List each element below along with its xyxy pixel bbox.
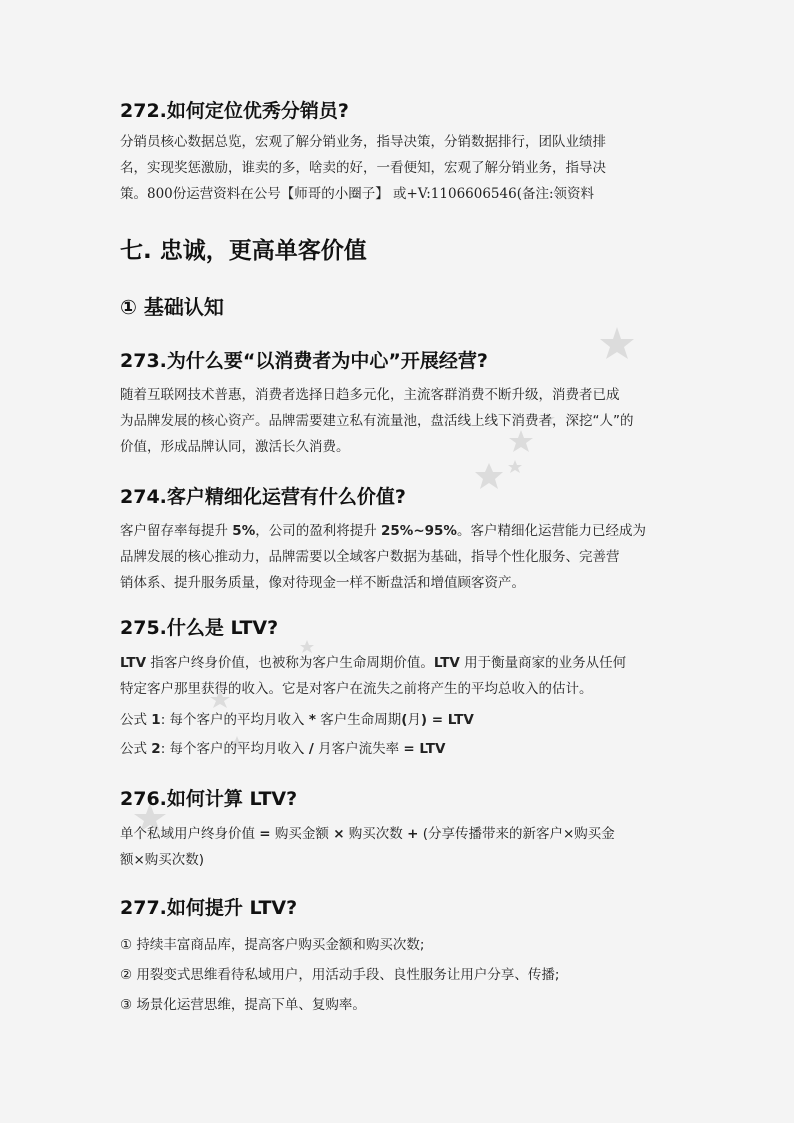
text-span: 公式 xyxy=(120,741,152,757)
formula-2 xyxy=(120,735,660,764)
question-275-body xyxy=(120,650,660,702)
question-272-title: 272.如何定位优秀分销员? xyxy=(120,100,349,122)
operator: / xyxy=(308,741,314,757)
text-span: 月客户流失率 xyxy=(313,741,404,757)
star-icon xyxy=(600,327,634,359)
subsection-title: ① 基础认知 xyxy=(120,295,224,319)
operator: + xyxy=(407,826,419,842)
question-276-title: 276.如何计算 LTV? xyxy=(120,788,298,810)
bold-term: 2 xyxy=(151,741,161,757)
text-span: 用于衡量商家的业务从任何 xyxy=(459,655,627,671)
body-line: 品牌发展的核心推动力，品牌需要以全域客户数据为基础，指导个性化服务、完善营 xyxy=(120,549,620,565)
text-span: 单个私域用户终身价值 xyxy=(120,826,260,842)
text-span: : 每个客户的平均月收入 xyxy=(160,741,309,757)
bold-value: 5% xyxy=(232,523,256,539)
list-item: ① 持续丰富商品库，提高客户购买金额和购买次数; xyxy=(120,937,425,953)
star-icon xyxy=(475,463,503,489)
bold-term: = LTV xyxy=(403,741,446,757)
section-title: 七. 忠诚，更高单客价值 xyxy=(120,238,367,264)
text-span: 。客户精细化运营能力已经成为 xyxy=(456,523,646,539)
operator: * xyxy=(308,712,316,728)
body-line: 额×购买次数) xyxy=(120,852,205,868)
bold-value: 25%~95% xyxy=(381,523,457,539)
bold-term: LTV xyxy=(120,655,147,671)
question-277-list xyxy=(120,930,660,1020)
star-icon xyxy=(508,460,522,473)
bold-term: 1 xyxy=(151,712,161,728)
text-span: 购买次数 xyxy=(344,826,408,842)
body-line: 名，实现奖惩激励，谁卖的多，啥卖的好，一看便知，宏观了解分销业务，指导决 xyxy=(120,160,606,176)
operator: × xyxy=(333,826,345,842)
body-line xyxy=(120,518,660,544)
body-line: 为品牌发展的核心资产。品牌需要建立私有流量池，盘活线上线下消费者，深挖“人”的 xyxy=(120,413,634,429)
question-276-body xyxy=(120,821,660,873)
text-span: 客户生命周期 xyxy=(315,712,402,728)
operator: ) xyxy=(420,712,428,728)
body-line xyxy=(120,821,660,847)
body-line: 价值，形成品牌认同，激活长久消费。 xyxy=(120,439,350,455)
body-line: 分销员核心数据总览，宏观了解分销业务，指导决策，分销数据排行，团队业绩排 xyxy=(120,134,606,150)
body-line: 随着互联网技术普惠，消费者选择日趋多元化，主流客群消费不断升级，消费者已成 xyxy=(120,387,620,403)
text-span: 指客户终身价值，也被称为客户生命周期价值。 xyxy=(146,655,434,671)
text-span: ，公司的盈利将提升 xyxy=(255,523,382,539)
text-span: 月 xyxy=(407,712,421,728)
question-272-body xyxy=(120,129,660,207)
list-item: ③ 场景化运营思维，提高下单、复购率。 xyxy=(120,997,366,1013)
formula-list xyxy=(120,706,660,764)
text-span: 客户留存率每提升 xyxy=(120,523,233,539)
question-275-title: 275.什么是 LTV? xyxy=(120,617,279,639)
text-span: 公式 xyxy=(120,712,152,728)
operator: ( xyxy=(401,712,408,728)
list-item: ② 用裂变式思维看待私域用户，用活动手段、良性服务让用户分享、传播; xyxy=(120,967,560,983)
body-line: 策。800份运营资料在公号【师哥的小圈子】 或+V:1106606546(备注:领资料 xyxy=(120,186,595,202)
formula-1 xyxy=(120,706,660,735)
question-274-body xyxy=(120,518,660,596)
question-274-title: 274.客户精细化运营有什么价值? xyxy=(120,486,406,508)
text-span: (分享传播带来的新客户×购买金 xyxy=(418,826,615,842)
body-line xyxy=(120,650,660,676)
question-273-body xyxy=(120,382,660,460)
text-span: : 每个客户的平均月收入 xyxy=(160,712,309,728)
question-277-title: 277.如何提升 LTV? xyxy=(120,897,298,919)
operator: = xyxy=(259,826,271,842)
body-line: 销体系、提升服务质量，像对待现金一样不断盘活和增值顾客资产。 xyxy=(120,575,525,591)
bold-term: = LTV xyxy=(427,712,474,728)
bold-term: LTV xyxy=(433,655,460,671)
body-line: 特定客户那里获得的收入。它是对客户在流失之前将产生的平均总收入的估计。 xyxy=(120,681,593,697)
question-273-title: 273.为什么要“以消费者为中心”开展经营? xyxy=(120,350,488,372)
text-span: 购买金额 xyxy=(270,826,334,842)
